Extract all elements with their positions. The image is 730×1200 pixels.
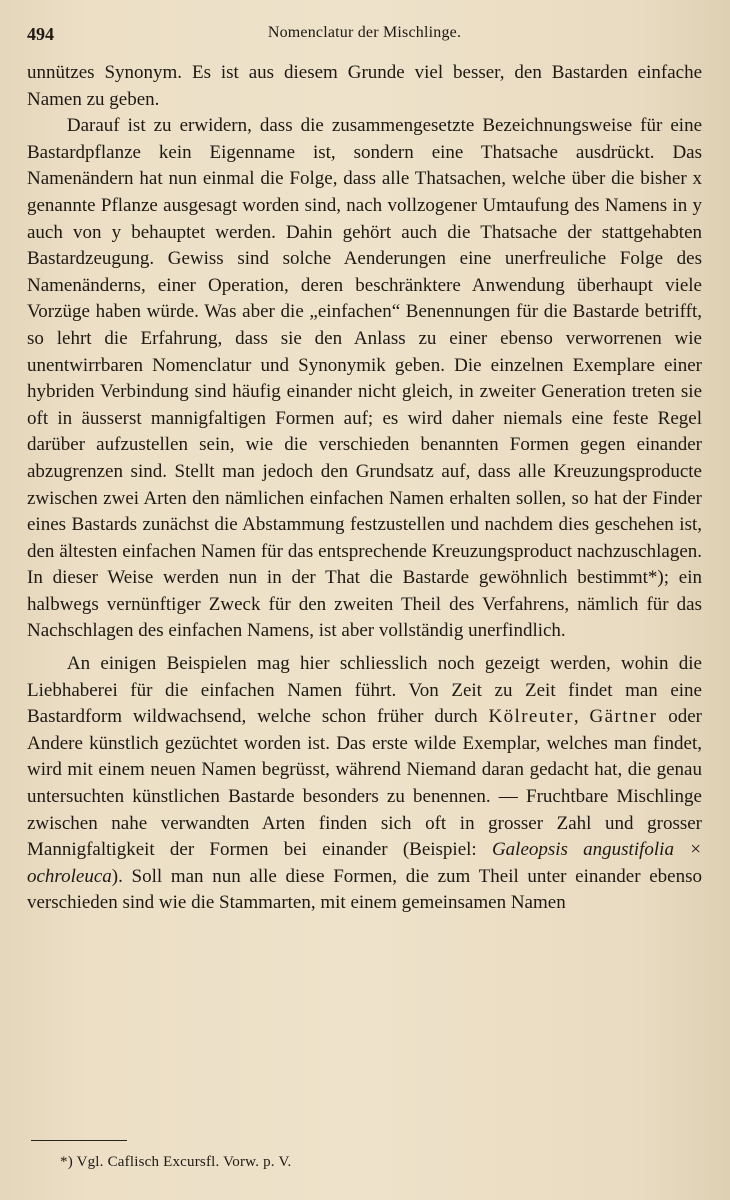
paragraph-examples-text-1: An einigen Beispielen mag hier schliesslich noch gezeigt werden, wohin die Liebhaberei für die einfachen Namen führt. Von Zeit zu Zeit findet man eine Bastardform wildwachsend, welche schon früher durch (27, 653, 702, 728)
name-separator: , (573, 706, 590, 728)
footnote: *) Vgl. Caflisch Excursfl. Vorw. p. V. (60, 1154, 292, 1170)
paragraph-examples-text-2: oder Andere künstlich gezüchtet worden ist. Das erste wilde Exemplar, welches man findet, wird mit einem neuen Namen begrüsst, während Niemand daran gedacht hat, die genau untersuchten künstlichen Bastarde besonders zu benennen. — Fruchtbare Mischlinge zwischen nahe verwandten Arten finden sich oft in grosser Zahl und grosser Mannigfaltigkeit der Formen bei einander (Beispiel: (27, 706, 703, 861)
running-title: Nomenclatur der Mischlinge. (267, 24, 462, 41)
page-number: 494 (27, 24, 54, 44)
author-name-gaertner: Gärtner (589, 706, 658, 728)
author-name-koelreuter: Kölreuter (488, 706, 574, 728)
paragraph-response: Darauf ist zu erwidern, dass die zusammengesetzte Bezeichnungsweise für eine Bastardpflanze kein Eigenname ist, sondern eine Thatsache ausdrückt. Das Namenändern hat nun einmal die Folge, dass alle Thatsachen, welche über die bisher x genannte Pflanze ausgesagt worden sind, nach vollzogener Umtaufung des Namens in y auch von y behauptet werden. Dahin gehört auch die Thatsache der stattgehabten Bastardzeugung. Gewiss sind solche Aenderungen eine unerfreuliche Folge des Namenänderns, einer Operation, deren beschränktere Anwendung überhaupt viele Vorzüge haben würde. Was aber die „einfachen“ Benennungen für die Bastarde betrifft, so lehrt die Erfahrung, dass sie den Anlass zu einer ebenso verworrenen wie unentwirrbaren Nomenclatur und Synonymik geben. Die einzelnen Exemplare einer hybriden Verbindung sind häufig einander nicht gleich, in zweiter Generation treten sie oft in äusserst mannigfaltigen Formen auf; es wird daher niemals eine feste Regel darüber aufzustellen sein, wie die verschieden benannten Formen gegen einander abzugrenzen sind. Stellt man jedoch den Grundsatz auf, dass alle Kreuzungsproducte zwischen zwei Arten den nämlichen einfachen Namen erhalten sollen, so hat der Finder eines Bastards zunächst die Abstammung festzustellen und nachdem dies geschehen ist, den ältesten einfachen Namen für das entsprechende Kreuzungsproduct nachzuschlagen. In dieser Weise werden nun in der That die Bastarde gewöhnlich bestimmt*); ein halbwegs vernünftiger Zweck für den zweiten Theil des Verfahrens, nämlich für das Nachschlagen des einfachen Namens, ist aber vollständig unerfindlich. (27, 115, 702, 642)
paragraph-examples (27, 651, 702, 917)
footnote-rule (31, 1140, 127, 1141)
running-head (27, 20, 702, 52)
body-text (27, 60, 702, 917)
paragraph-examples-text-3: ). Soll man nun alle diese Formen, die zum Theil unter einander ebenso verschieden sind wie die Stammarten, mit einem gemeinsamen Namen (27, 865, 702, 914)
species-example: Galeopsis angustifolia × ochroleuca (27, 839, 703, 887)
paragraph-continuation: unnützes Synonym. Es ist aus diesem Grunde viel besser, den Bastarden einfache Namen zu geben. (27, 62, 702, 110)
